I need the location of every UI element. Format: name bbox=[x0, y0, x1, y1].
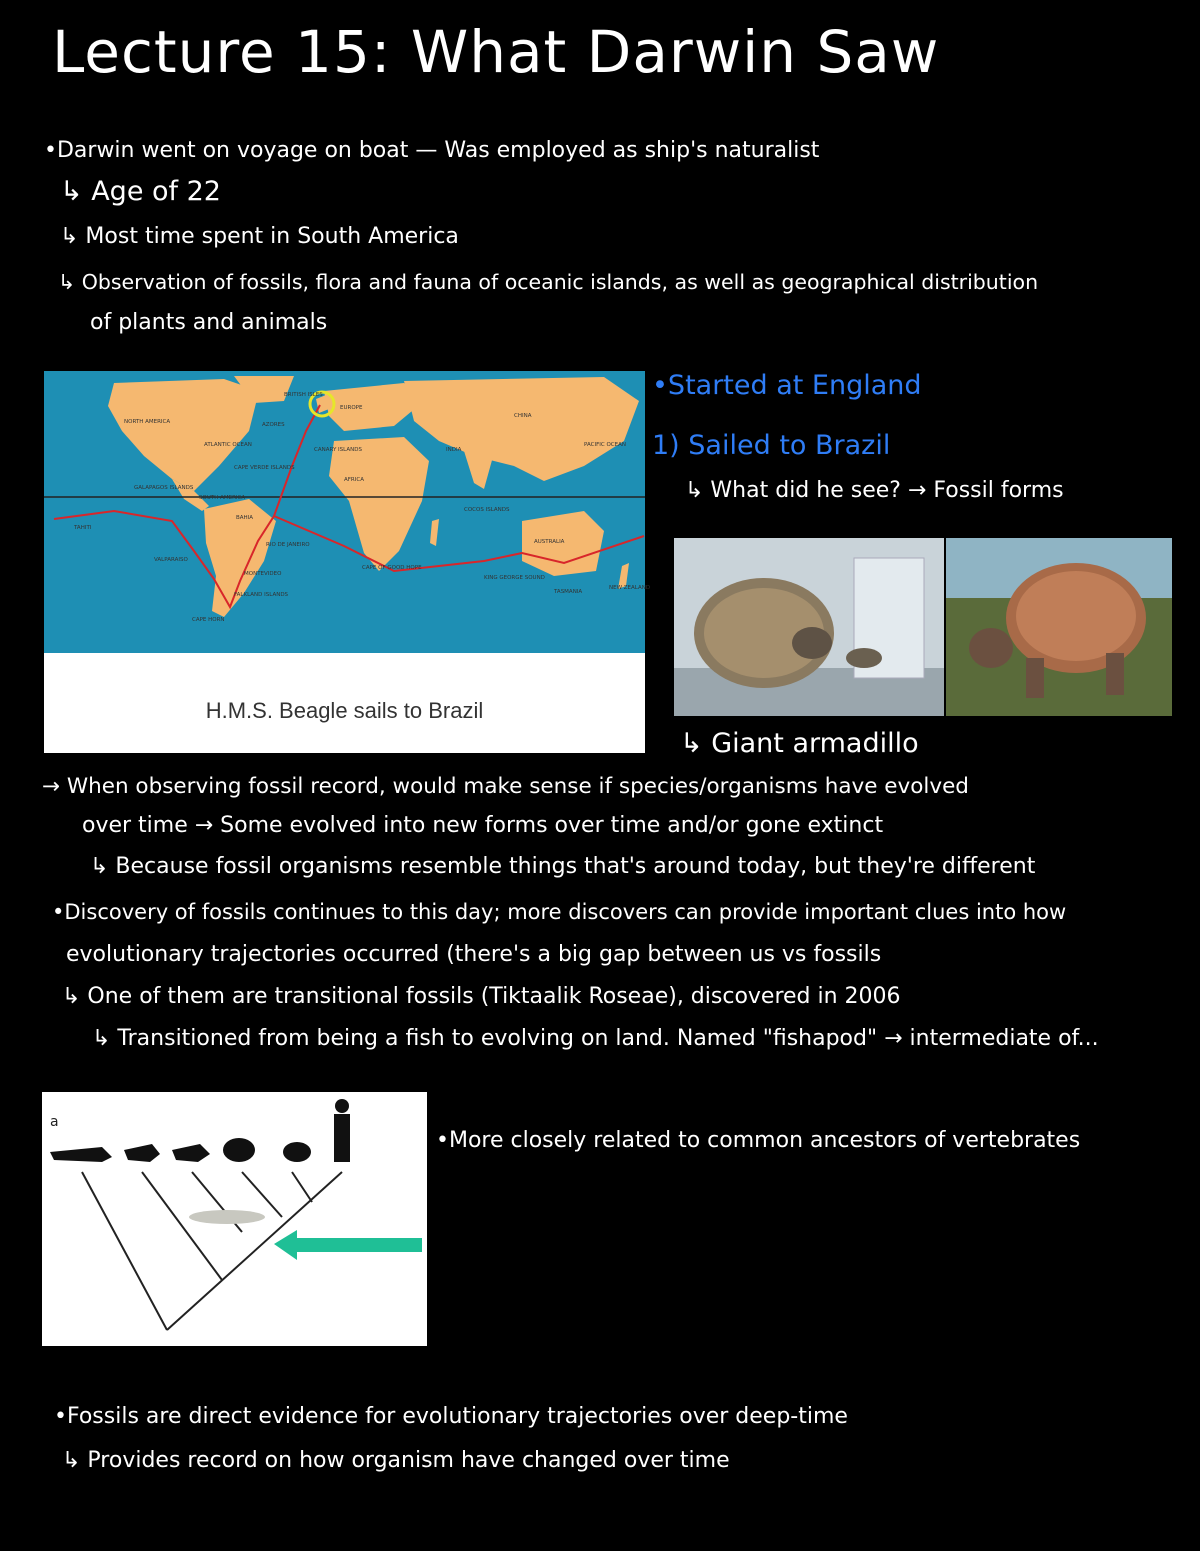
phylogeny-tree bbox=[42, 1092, 427, 1346]
tiktaalik-illustration bbox=[189, 1210, 265, 1224]
tiktaalik-arrow bbox=[274, 1230, 422, 1260]
map-label-india: INDIA bbox=[446, 447, 462, 453]
armadillo-painting bbox=[946, 538, 1172, 716]
map-label-azores: AZORES bbox=[262, 422, 285, 428]
map-label-galapagos: GALAPAGOS ISLANDS bbox=[134, 485, 194, 491]
map-label-cape-verde: CAPE VERDE ISLANDS bbox=[234, 465, 295, 471]
map-label-pacific: PACIFIC OCEAN bbox=[584, 442, 626, 448]
map-label-falkland: FALKLAND ISLANDS bbox=[234, 592, 289, 598]
map-label-canary: CANARY ISLANDS bbox=[314, 447, 362, 453]
map-label-australia: AUSTRALIA bbox=[534, 539, 565, 545]
note-sailed-brazil: 1) Sailed to Brazil bbox=[652, 430, 891, 461]
map-label-south-america: SOUTH AMERICA bbox=[199, 495, 246, 501]
voyage-map-figure bbox=[44, 371, 651, 753]
map-label-king-george: KING GEORGE SOUND bbox=[484, 575, 545, 581]
animal-silhouettes bbox=[50, 1099, 350, 1162]
note-vertebrates: •More closely related to common ancestors of vertebrates bbox=[436, 1128, 1081, 1153]
map-label-montevideo: MONTEVIDEO bbox=[244, 571, 282, 577]
map-label-china: CHINA bbox=[514, 413, 532, 419]
map-label-africa: AFRICA bbox=[344, 477, 364, 483]
note-age: ↳ Age of 22 bbox=[60, 176, 221, 207]
map-label-bahia: BAHIA bbox=[236, 515, 254, 521]
map-label-north-america: NORTH AMERICA bbox=[124, 419, 171, 425]
map-label-cocos: COCOS ISLANDS bbox=[464, 507, 510, 513]
map-label-europe: EUROPE bbox=[340, 405, 363, 411]
map-label-rio: RIO DE JANEIRO bbox=[266, 542, 310, 548]
armadillo-museum-photo bbox=[674, 538, 944, 716]
note-provides-record: ↳ Provides record on how organism have changed over time bbox=[62, 1448, 730, 1473]
note-discovery: •Discovery of fossils continues to this day; more discovers can provide important clues into how bbox=[52, 900, 1067, 924]
note-south-america: ↳ Most time spent in South America bbox=[60, 224, 459, 249]
phylogeny-figure bbox=[42, 1092, 427, 1346]
page-title: Lecture 15: What Darwin Saw bbox=[52, 18, 940, 86]
note-fossils-evidence: •Fossils are direct evidence for evolutionary trajectories over deep-time bbox=[54, 1404, 848, 1429]
note-resemble: ↳ Because fossil organisms resemble things that's around today, but they're different bbox=[90, 854, 1036, 879]
map-label-tahiti: TAHITI bbox=[74, 525, 92, 531]
note-transitional: ↳ One of them are transitional fossils (Tiktaalik Roseae), discovered in 2006 bbox=[62, 984, 901, 1009]
note-observation: ↳ Observation of fossils, flora and fauna of oceanic islands, as well as geographical distribution bbox=[58, 270, 1039, 294]
map-label-new-zealand: NEW ZEALAND bbox=[609, 585, 651, 591]
figure-label: a bbox=[50, 1114, 59, 1130]
map-label-cape-good-hope: CAPE OF GOOD HOPE bbox=[362, 565, 422, 571]
note-voyage: •Darwin went on voyage on boat — Was employed as ship's naturalist bbox=[44, 138, 820, 163]
note-giant-armadillo: ↳ Giant armadillo bbox=[680, 728, 919, 759]
map-label-valparaiso: VALPARAISO bbox=[154, 557, 188, 563]
map-label-cape-horn: CAPE HORN bbox=[192, 617, 225, 623]
note-what-did-he-see: ↳ What did he see? → Fossil forms bbox=[685, 478, 1064, 503]
map-label-tasmania: TASMANIA bbox=[554, 589, 583, 595]
map-label-british-isles: BRITISH ISLES bbox=[284, 392, 323, 398]
note-fishapod: ↳ Transitioned from being a fish to evolving on land. Named "fishapod" → intermediate of... bbox=[92, 1026, 1099, 1051]
map-label-atlantic: ATLANTIC OCEAN bbox=[204, 442, 252, 448]
note-evolved: over time → Some evolved into new forms over time and/or gone extinct bbox=[82, 813, 884, 838]
map-caption: H.M.S. Beagle sails to Brazil bbox=[205, 698, 484, 723]
note-trajectories: evolutionary trajectories occurred (there's a big gap between us vs fossils bbox=[66, 942, 882, 967]
note-started-england: •Started at England bbox=[652, 370, 922, 401]
note-fossil-record: → When observing fossil record, would make sense if species/organisms have evolved bbox=[42, 774, 969, 799]
note-observation-cont: of plants and animals bbox=[90, 310, 328, 335]
